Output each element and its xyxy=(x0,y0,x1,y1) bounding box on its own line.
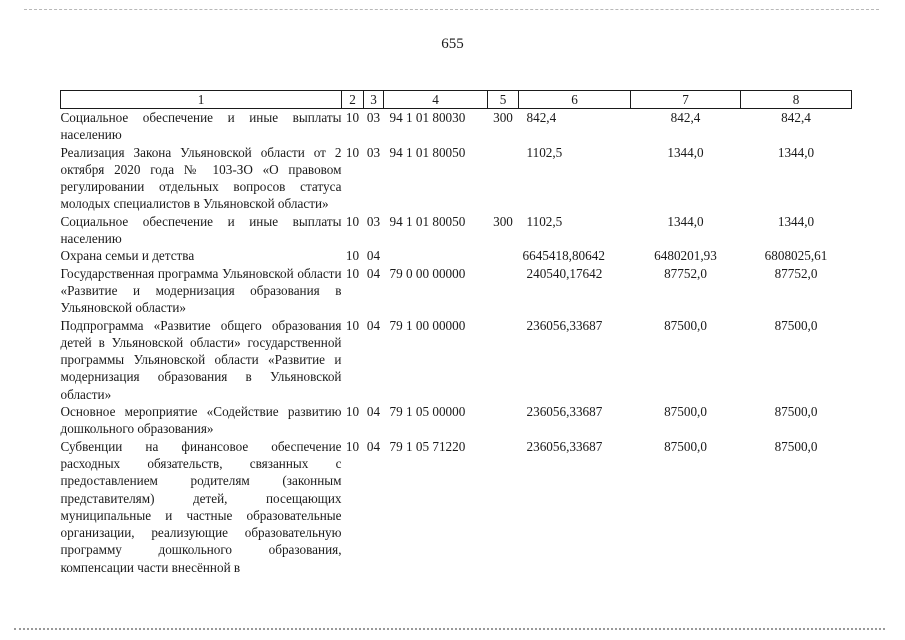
row-amount-year-3: 87752,0 xyxy=(774,265,818,281)
table-row xyxy=(61,144,852,213)
budget-table xyxy=(60,90,852,576)
scan-edge-top xyxy=(24,9,879,10)
row-amount-year-1: 1102,5 xyxy=(526,213,563,229)
row-amount-year-2: 842,4 xyxy=(670,110,701,125)
row-name: Субвенции на финансовое обеспечение расходных обязательств, связанных с предоставлением родителям (законным представителям) детей, посещающих муниципальные и частные образовательные организации, реализующие образовательную программу дошкольного образования, компенсации части внесённой в xyxy=(60,438,342,575)
row-expense-type-code xyxy=(488,403,519,438)
row-subsection-code: 04 xyxy=(366,265,381,281)
row-amount-year-3: 842,4 xyxy=(781,110,811,125)
row-section-code: 10 xyxy=(345,144,360,160)
row-subsection-code: 04 xyxy=(366,404,381,420)
row-amount-year-2: 87500,0 xyxy=(664,438,707,454)
row-name: Основное мероприятие «Содействие развитию дошкольного образования» xyxy=(60,404,342,437)
row-name: Подпрограмма «Развитие общего образования детей в Ульяновской области» государственной программы Ульяновской области «Развитие и модернизация образования в Ульяновской области» xyxy=(60,317,342,402)
row-amount-year-3: 6808025,61 xyxy=(764,248,828,264)
row-section-code: 10 xyxy=(345,213,360,229)
row-amount-year-2: 6480201,93 xyxy=(654,248,717,264)
row-name: Охрана семьи и детства xyxy=(60,248,195,264)
table-row xyxy=(61,109,852,144)
column-header-expense-type: 5 xyxy=(488,91,519,109)
column-number-header-row xyxy=(61,91,852,109)
row-section-code: 10 xyxy=(345,317,360,333)
row-name: Социальное обеспечение и иные выплаты населению xyxy=(60,213,342,247)
column-header-name: 1 xyxy=(61,91,342,109)
row-expense-type-code xyxy=(488,144,519,213)
row-expense-type-code xyxy=(488,247,519,264)
row-amount-year-3: 87500,0 xyxy=(774,438,818,454)
column-header-year-2: 7 xyxy=(631,91,741,109)
row-target-article-code xyxy=(384,247,488,264)
table-row xyxy=(61,213,852,248)
table-row xyxy=(61,265,852,317)
column-header-target-article: 4 xyxy=(384,91,488,109)
row-amount-year-1: 236056,33687 xyxy=(526,317,603,333)
row-amount-year-3: 87500,0 xyxy=(774,317,818,333)
row-amount-year-3: 1344,0 xyxy=(777,144,815,160)
row-amount-year-1: 236056,33687 xyxy=(526,404,603,420)
row-amount-year-1: 240540,17642 xyxy=(526,265,603,281)
row-section-code: 10 xyxy=(345,438,360,454)
row-subsection-code: 04 xyxy=(366,317,381,333)
column-header-year-1: 6 xyxy=(519,91,631,109)
row-expense-type-code xyxy=(488,438,519,576)
column-header-section: 2 xyxy=(342,91,364,109)
scan-edge-bottom xyxy=(14,628,885,630)
row-name: Социальное обеспечение и иные выплаты населению xyxy=(60,110,342,143)
row-name: Государственная программа Ульяновской области «Развитие и модернизация образования в Ульяновской области» xyxy=(60,265,342,316)
row-section-code: 10 xyxy=(345,110,360,125)
row-target-article-code: 94 1 01 80050 xyxy=(389,213,466,229)
table-row xyxy=(61,438,852,576)
row-target-article-code: 94 1 01 80050 xyxy=(389,144,466,160)
row-amount-year-1: 842,4 xyxy=(526,110,557,125)
row-expense-type-code: 300 xyxy=(493,110,513,125)
row-target-article-code: 79 1 05 71220 xyxy=(389,438,466,454)
row-subsection-code: 03 xyxy=(366,110,381,125)
row-subsection-code: 03 xyxy=(366,213,381,229)
table-row xyxy=(61,317,852,403)
row-section-code: 10 xyxy=(345,265,360,281)
table-row xyxy=(61,403,852,438)
row-amount-year-3: 87500,0 xyxy=(774,404,818,420)
row-expense-type-code: 300 xyxy=(493,213,513,229)
row-section-code: 10 xyxy=(345,248,360,264)
row-section-code: 10 xyxy=(345,404,360,420)
row-target-article-code: 79 0 00 00000 xyxy=(389,265,466,281)
row-amount-year-2: 87752,0 xyxy=(664,265,707,281)
row-amount-year-1: 1102,5 xyxy=(526,144,563,160)
row-subsection-code: 04 xyxy=(366,248,381,264)
row-amount-year-2: 87500,0 xyxy=(664,317,707,333)
row-expense-type-code xyxy=(488,317,519,403)
row-subsection-code: 03 xyxy=(366,144,381,160)
row-subsection-code: 04 xyxy=(366,438,381,454)
page-number: 655 xyxy=(441,36,464,52)
column-header-subsection: 3 xyxy=(364,91,384,109)
row-amount-year-1: 236056,33687 xyxy=(526,438,603,454)
row-amount-year-2: 87500,0 xyxy=(664,404,707,420)
row-amount-year-2: 1344,0 xyxy=(667,213,704,229)
row-amount-year-3: 1344,0 xyxy=(777,213,815,229)
row-name: Реализация Закона Ульяновской области от 2 октября 2020 года № 103-ЗО «О правовом регулировании отдельных вопросов статуса молодых специалистов в Ульяновской области» xyxy=(60,144,342,212)
column-header-year-3: 8 xyxy=(741,91,852,109)
row-expense-type-code xyxy=(488,265,519,317)
row-target-article-code: 79 1 05 00000 xyxy=(389,404,466,420)
table-row xyxy=(61,247,852,264)
row-target-article-code: 94 1 01 80030 xyxy=(389,110,466,125)
row-amount-year-1: 6645418,80642 xyxy=(522,248,605,264)
row-amount-year-2: 1344,0 xyxy=(667,144,704,160)
row-target-article-code: 79 1 00 00000 xyxy=(389,317,466,333)
